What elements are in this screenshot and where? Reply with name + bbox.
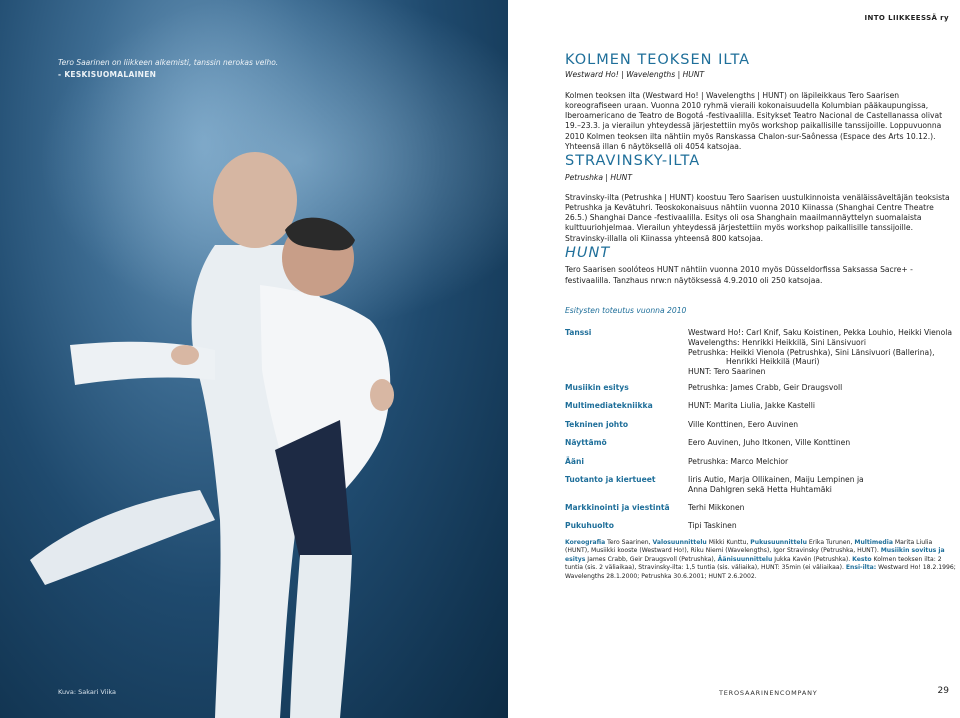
crew-value — [688, 521, 958, 531]
crew-label: Tekninen johto — [565, 420, 629, 429]
crew-line: Ville Konttinen, Eero Auvinen — [688, 420, 799, 429]
credit-key: Koreografia — [565, 539, 606, 546]
crew-label: Tuotanto ja kiertueet — [565, 475, 656, 484]
section-title: KOLMEN TEOKSEN ILTA — [565, 52, 751, 68]
section-stravinsky-ilta — [565, 153, 955, 244]
running-header: INTO LIIKKEESSÄ ry — [864, 14, 949, 22]
credit-text: Kolmen teoksen ilta: 2 tuntia (sis. 2 väliaikaa), Stravinsky-ilta: 1,5 tuntia (sis. väliaika), HUNT: 35min (ei väliaikaa). — [565, 555, 942, 572]
crew-value — [688, 401, 958, 411]
quote-block — [58, 57, 278, 81]
credit-text: Jukka Kavén (Petrushka). — [772, 555, 853, 563]
crew-line: Anna Dahlgren sekä Hetta Huhtamäki — [688, 484, 832, 494]
credit-key: Ensi-ilta: — [845, 564, 877, 572]
crew-line: Eero Auvinen, Juho Itkonen, Ville Konttinen — [688, 438, 851, 447]
page-number: 29 — [937, 686, 949, 696]
crew-value — [688, 420, 958, 430]
section-subtitle: Westward Ho! | Wavelengths | HUNT — [565, 70, 705, 80]
crew-value — [688, 457, 958, 467]
crew-heading-wrap — [565, 306, 955, 316]
crew-label: Näyttämö — [565, 438, 607, 447]
crew-value — [688, 438, 958, 448]
crew-line: HUNT: Marita Liulia, Jakke Kastelli — [688, 401, 815, 410]
section-subtitle: Petrushka | HUNT — [565, 173, 632, 183]
credit-key: Äänisuunnittelu — [717, 555, 773, 563]
quote-source: - KESKISUOMALAINEN — [58, 70, 157, 79]
company-logo: TEROSAARINENCOMPANY — [719, 689, 818, 697]
crew-line: Petrushka: James Crabb, Geir Draugsvoll — [688, 383, 843, 392]
credit-key: Musiikin sovitus ja esitys — [565, 547, 945, 563]
crew-line: Terhi Mikkonen — [688, 503, 745, 512]
crew-value — [688, 383, 958, 393]
credits-paragraph — [565, 539, 957, 581]
crew-heading: Esitysten toteutus vuonna 2010 — [565, 306, 687, 315]
quote-text: Tero Saarinen on liikkeen alkemisti, tanssin nerokas velho. — [58, 58, 279, 67]
crew-line: Westward Ho!: Carl Knif, Saku Koistinen, Pekka Louhio, Heikki Vienola — [688, 328, 953, 337]
crew-line: Tipi Taskinen — [688, 521, 737, 530]
credit-text: Mikki Kunttu, — [706, 539, 751, 546]
section-title: STRAVINSKY-ILTA — [565, 153, 701, 169]
credit-text: Marita Liulia (HUNT), Musiikki kooste (Westward Ho!), Riku Niemi (Wavelengths), Igor Stravinsky (Petrushka, HUNT). — [565, 539, 933, 555]
text-page — [508, 0, 960, 718]
credit-key: Valosuunnittelu — [652, 539, 707, 546]
section-hunt — [565, 245, 955, 286]
credit-key: Kesto — [852, 555, 872, 563]
section-body: Kolmen teoksen ilta (Westward Ho! | Wavelengths | HUNT) on läpileikkaus Tero Saarisen koreografiseen uraan. Vuonna 2010 ryhmä vieraili kokonaisuudella Kolumbian pääkaupungissa, Iberoamericano de Teatro de Bogotá -festivaalilla. Esitykset Teatro Nacional de Castellanassa olivat 19.–23.3. ja vierailun yhteydessä järjestettiin myös workshop paikallisille tanssijoille. Loppuvuonna 2010 Kolmen teoksen ilta nähtiin myös Ranskassa Chalon-sur-Saônessa (Espace des Arts 10.12.). Yhteensä illan 6 näytöksellä oli 4054 katsojaa. — [565, 90, 943, 152]
crew-label: Musiikin esitys — [565, 383, 629, 392]
credit-text: Westward Ho! 18.2.1996; Wavelengths 28.1.2000; Petrushka 30.6.2001; HUNT 2.6.2002. — [565, 564, 956, 580]
section-body: Stravinsky-ilta (Petrushka | HUNT) koostuu Tero Saarisen uustulkinnoista venäläissäveltäjän teoksista Petrushka ja Kevätuhri. Teoskokonaisuus nähtiin vuonna 2010 Kiinassa (Shanghai Centre Theatre 26.5.) Shanghai Dance -festivaalilla. Esitys oli osa Shanghain maailmannäyttelyn suomalaista kulttuuriohjelmaa. Vierailun yhteydessä järjestettiin myös workshop paikallisille tanssijoille. Stravinsky-illalla oli Kiinassa yhteensä 800 katsojaa. — [565, 192, 950, 243]
crew-label: Tanssi — [565, 328, 592, 337]
crew-label: Multimediatekniikka — [565, 401, 653, 410]
crew-label: Markkinointi ja viestintä — [565, 503, 670, 512]
credit-key: Multimedia — [854, 539, 893, 546]
crew-line: HUNT: Tero Saarinen — [688, 367, 766, 377]
credit-text: Tero Saarinen, — [605, 539, 653, 546]
section-kolmen-teoksen-ilta — [565, 52, 955, 152]
credit-key: Pukusuunnittelu — [750, 539, 807, 546]
section-title: HUNT — [565, 245, 611, 261]
credit-text: Erika Turunen, — [806, 539, 855, 546]
crew-label: Pukuhuolto — [565, 521, 614, 530]
crew-line: Iiris Autio, Marja Ollikainen, Maiju Lempinen ja — [688, 475, 864, 484]
section-body: Tero Saarisen soolóteos HUNT nähtiin vuonna 2010 myös Düsseldorfissa Saksassa Sacre+ -festivaalilla. Tanzhaus nrw:n näytöksessä 4.9.2010 oli 250 katsojaa. — [565, 265, 913, 285]
crew-value — [688, 328, 958, 377]
crew-value — [688, 503, 958, 513]
crew-value — [688, 475, 958, 495]
photo-credit: Kuva: Sakari Viika — [58, 688, 116, 696]
credit-text: James Crabb, Geir Draugsvoll (Petrushka), — [585, 555, 718, 563]
crew-line: Henrikki Heikkilä (Mauri) — [726, 357, 820, 367]
crew-line: Petrushka: Marco Melchior — [688, 457, 789, 466]
crew-label: Ääni — [565, 457, 585, 466]
crew-line: Wavelengths: Henrikki Heikkilä, Sini Länsivuori — [688, 337, 866, 347]
crew-line: Petrushka: Heikki Vienola (Petrushka), Sini Länsivuori (Ballerina), — [688, 347, 935, 357]
